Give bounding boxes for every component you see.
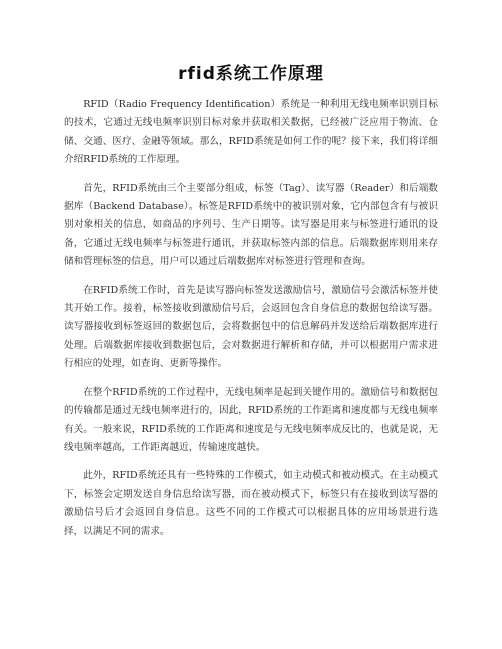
paragraph-intro: RFID（Radio Frequency Identification）系统是一种利用无线电频率识别目标的技术，它通过无线电频率识别目标对象并获取相关数据，已经被广泛应用于物流、仓储、交通、医疗、金融等领域。那么，RFID系统是如何工作的呢？接下来，我们将详细介绍RFID系统的工作原理。	[64, 99, 438, 166]
paragraph-radio-frequency: 在整个RFID系统的工作过程中，无线电频率是起到关键作用的。激励信号和数据包的传输都是通过无线电频率进行的，因此，RFID系统的工作距离和速度都与无线电频率有关。一般来说，RFID系统的工作距离和速度是与无线电频率成反比的，也就是说，无线电频率越高，工作距离越近，传输速度越快。	[64, 386, 438, 453]
document-title: rfid系统工作原理	[178, 64, 324, 84]
paragraph-components: 首先，RFID系统由三个主要部分组成，标签（Tag）、读写器（Reader）和后端数据库（Backend Database）。标签是RFID系统中的被识别对象，它内部包含有与被识别对象相关的信息，如商品的序列号、生产日期等。读写器是用来与标签进行通讯的设备，它通过无线电频率与标签进行通讯，并获取标签内部的信息。后端数据库则用来存储和管理标签的信息，用户可以通过后端数据库对标签进行管理和查询。	[64, 182, 438, 268]
paragraph-workflow: 在RFID系统工作时，首先是读写器向标签发送激励信号，激励信号会激活标签并使其开始工作。接着，标签接收到激励信号后，会返回包含自身信息的数据包给读写器。读写器接收到标签返回的数据包后，会将数据包中的信息解码并发送给后端数据库进行处理。后端数据库接收到数据包后，会对数据进行解析和存储，并可以根据用户需求进行相应的处理，如查询、更新等操作。	[64, 284, 438, 370]
document-body	[64, 96, 438, 551]
paragraph-work-modes: 此外，RFID系统还具有一些特殊的工作模式，如主动模式和被动模式。在主动模式下，标签会定期发送自身信息给读写器，而在被动模式下，标签只有在接收到读写器的激励信号后才会返回自身信息。这些不同的工作模式可以根据具体的应用场景进行选择，以满足不同的需求。	[64, 470, 438, 537]
